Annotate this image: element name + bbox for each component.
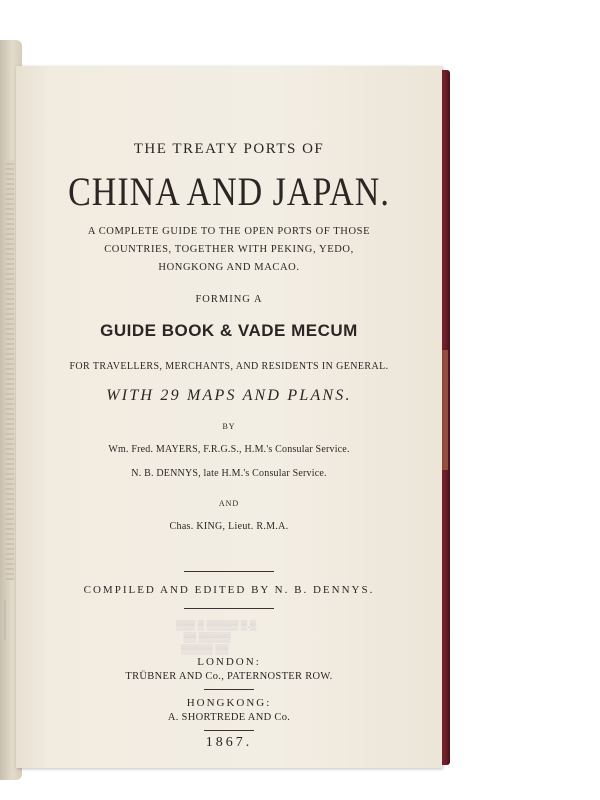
london-label: LONDON: <box>197 656 261 668</box>
subtitle-line-1: A COMPLETE GUIDE TO THE OPEN PORTS OF THOSE <box>87 226 371 237</box>
subtitle-line-2: COUNTRIES, TOGETHER WITH PEKING, YEDO, <box>104 244 354 255</box>
book-photo <box>0 30 452 765</box>
author-2: N. B. DENNYS, late H.M.'s Consular Service. <box>131 468 327 479</box>
forming-a: FORMING A <box>195 294 263 305</box>
maps-line: WITH 29 MAPS AND PLANS. <box>106 387 352 404</box>
london-publisher: TRÜBNER AND Co., PATERNOSTER ROW. <box>125 671 333 682</box>
divider-rule <box>184 608 274 609</box>
by-label: BY <box>222 422 236 431</box>
and-label: AND <box>218 499 240 508</box>
page-stack-edge <box>6 160 14 580</box>
subtitle-line-3: HONGKONG AND MACAO. <box>158 262 300 273</box>
title-line-1: THE TREATY PORTS OF <box>133 141 325 157</box>
divider-rule <box>204 730 254 731</box>
hongkong-label: HONGKONG: <box>186 697 272 709</box>
author-1: Wm. Fred. MAYERS, F.R.G.S., H.M.'s Consular Service. <box>108 444 350 455</box>
publication-year: 1867. <box>205 735 253 750</box>
author-3: Chas. KING, Lieut. R.M.A. <box>169 521 289 532</box>
faint-ownership-stamp: ▒▒▒ ▒ ▒▒▒▒▒ ▒.▒ ▒▒ ▒▒▒▒▒ ▒▒▒▒▒ ▒▒ <box>176 620 257 654</box>
divider-rule <box>184 571 274 572</box>
title-page <box>16 66 442 768</box>
hongkong-publisher: A. SHORTREDE AND Co. <box>167 712 291 723</box>
guide-book-heading: GUIDE BOOK & VADE MECUM <box>100 321 358 340</box>
main-title: CHINA AND JAPAN. <box>68 171 390 215</box>
compiled-by: COMPILED AND EDITED BY N. B. DENNYS. <box>83 584 375 596</box>
audience-line: FOR TRAVELLERS, MERCHANTS, AND RESIDENTS IN GENERAL. <box>69 361 389 372</box>
divider-rule <box>204 689 254 690</box>
